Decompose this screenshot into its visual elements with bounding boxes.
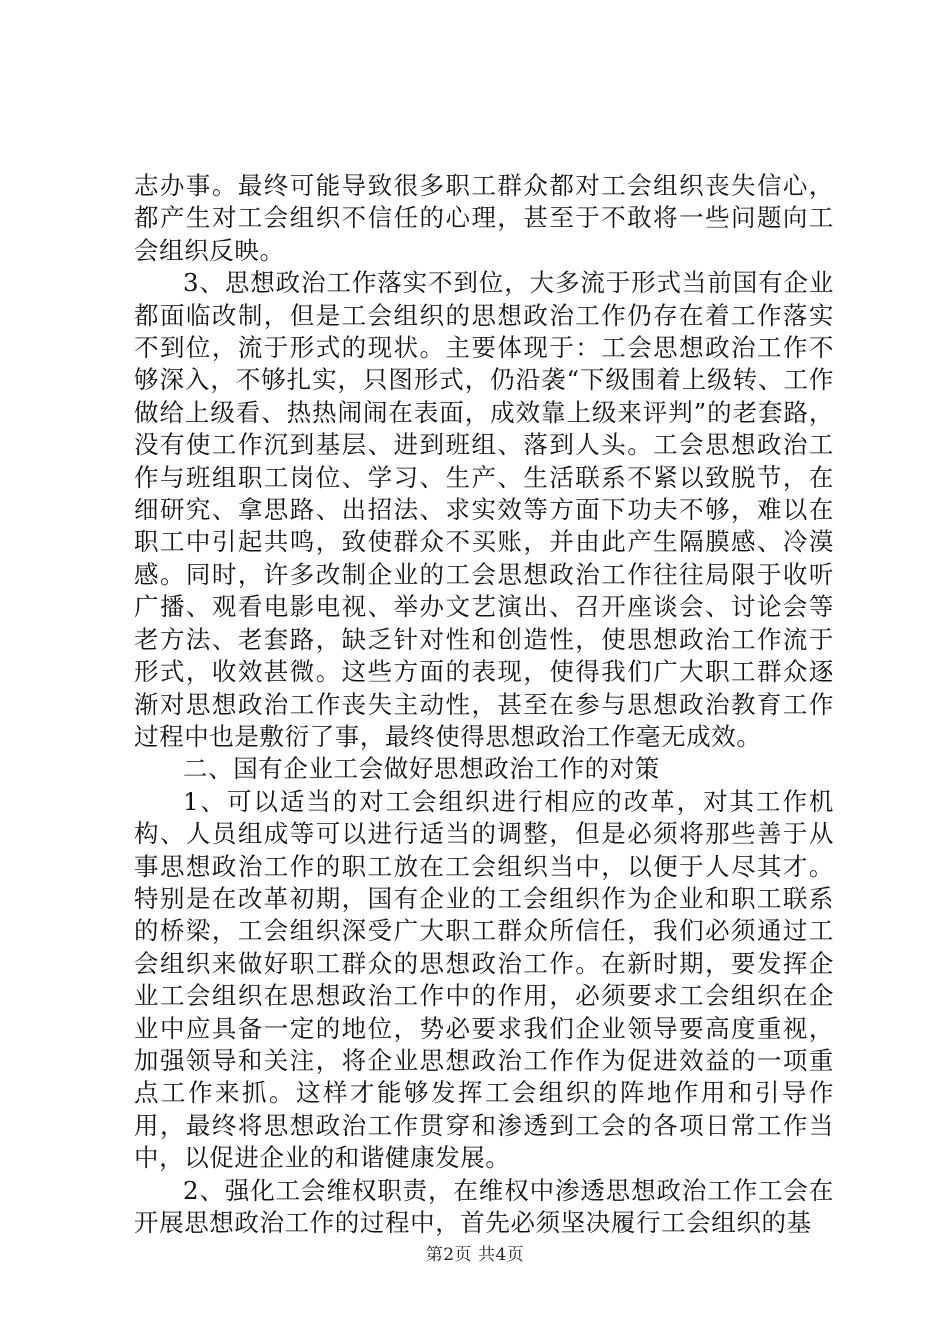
document-body bbox=[134, 170, 834, 1239]
paragraph-item-3: 3、思想政治工作落实不到位，大多流于形式当前国有企业都面临改制，但是工会组织的思想政治工作仍存在着工作落实不到位，流于形式的现状。主要体现于：工会思想政治工作不够深入，不够扎实，只图形式，仍沿袭“下级围着上级转、工作做给上级看、热热闹闹在表面，成效靠上级来评判”的老套路，没有使工作沉到基层、进到班组、落到人头。工会思想政治工作与班组职工岗位、学习、生产、生活联系不紧以致脱节，在细研究、拿思路、出招法、求实效等方面下功夫不够，难以在职工中引起共鸣，致使群众不买账，并由此产生隔膜感、冷漠感。同时，许多改制企业的工会思想政治工作往往局限于收听广播、观看电影电视、举办文艺演出、召开座谈会、讨论会等老方法、老套路，缺乏针对性和创造性，使思想政治工作流于形式，收效甚微。这些方面的表现，使得我们广大职工群众逐渐对思想政治工作丧失主动性，甚至在参与思想政治教育工作过程中也是敷衍了事，最终使得思想政治工作毫无成效。 bbox=[134, 268, 834, 751]
paragraph-countermeasure-1: 1、可以适当的对工会组织进行相应的改革，对其工作机构、人员组成等可以进行适当的调整，但是必须将那些善于从事思想政治工作的职工放在工会组织当中，以便于人尽其才。特别是在改革初期，国有企业的工会组织作为企业和职工联系的桥梁，工会组织深受广大职工群众所信任，我们必须通过工会组织来做好职工群众的思想政治工作。在新时期，要发挥企业工会组织在思想政治工作中的作用，必须要求工会组织在企业中应具备一定的地位，势必要求我们企业领导要高度重视，加强领导和关注，将企业思想政治工作作为促进效益的一项重点工作来抓。这样才能够发挥工会组织的阵地作用和引导作用，最终将思想政治工作贯穿和渗透到工会的各项日常工作当中，以促进企业的和谐健康发展。 bbox=[134, 786, 834, 1173]
paragraph-continuation: 志办事。最终可能导致很多职工群众都对工会组织丧失信心，都产生对工会组织不信任的心理，甚至于不敢将一些问题向工会组织反映。 bbox=[134, 171, 834, 265]
section-heading-2: 二、国有企业工会做好思想政治工作的对策 bbox=[183, 754, 660, 784]
paragraph-countermeasure-2: 2、强化工会维权职责，在维权中渗透思想政治工作工会在开展思想政治工作的过程中，首先必须坚决履行工会组织的基 bbox=[134, 1175, 834, 1237]
page-footer: 第2页 共4页 bbox=[425, 1245, 525, 1265]
